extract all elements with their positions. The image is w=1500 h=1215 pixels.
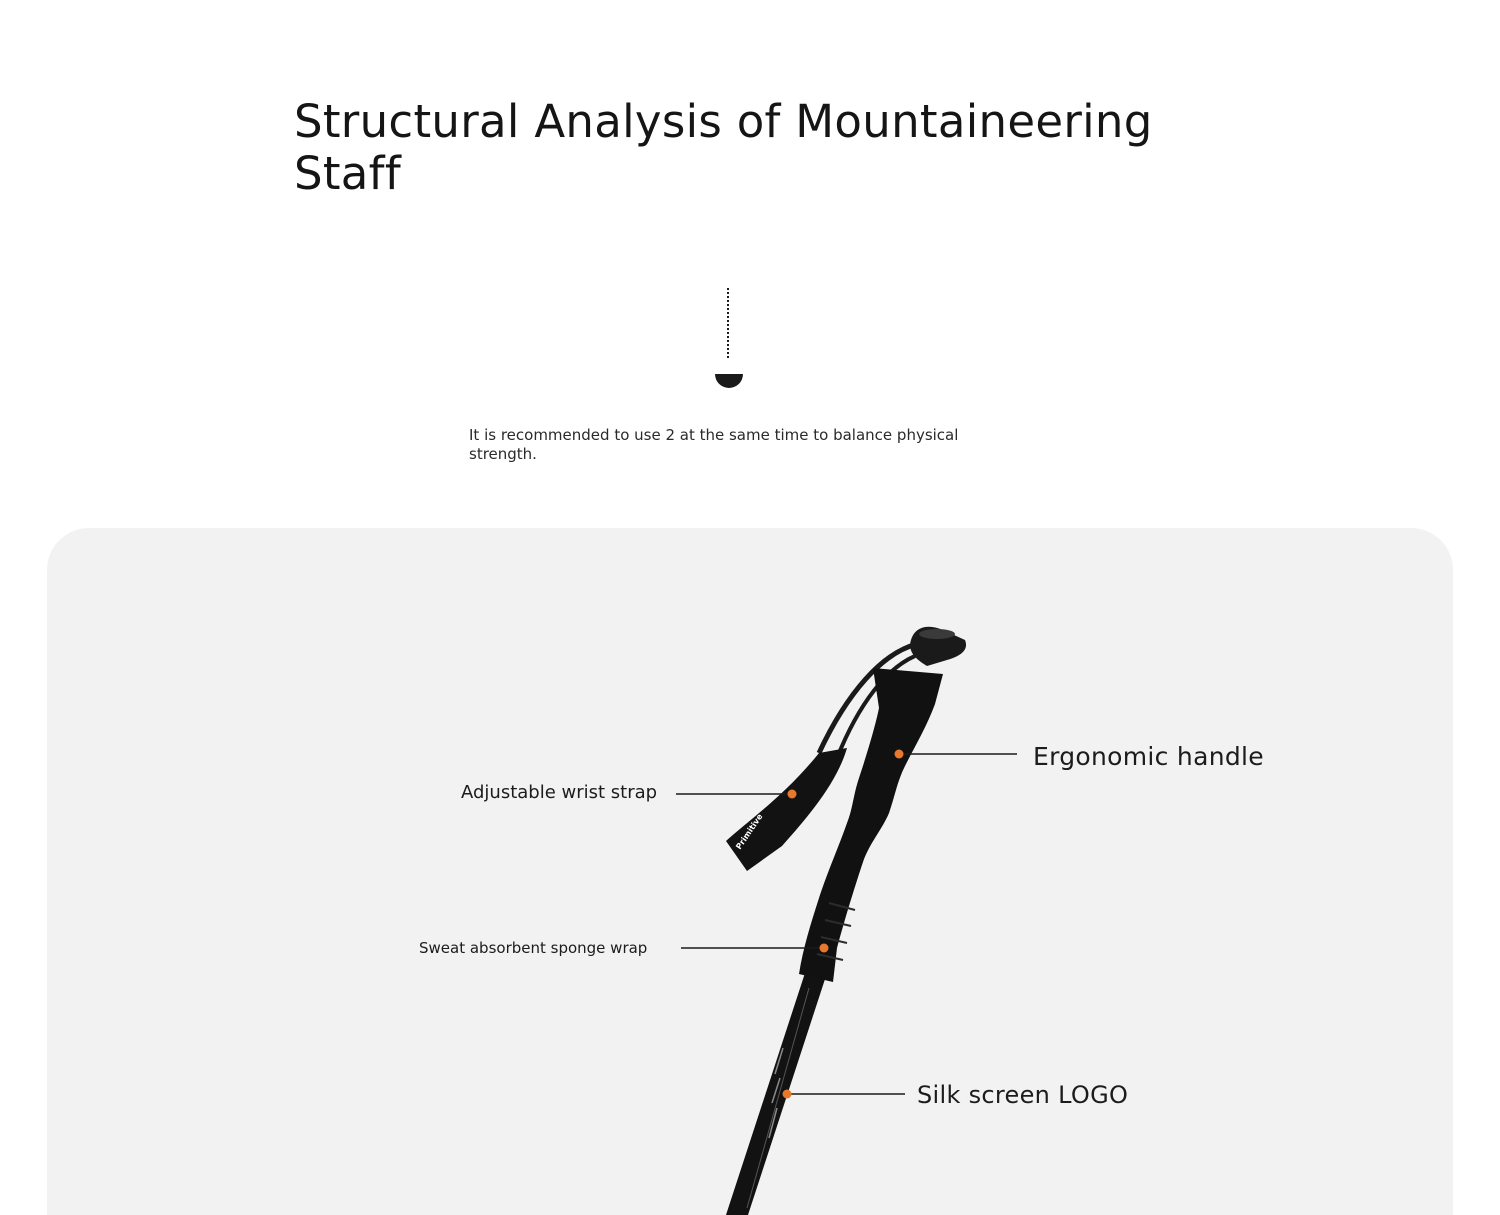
half-circle-icon	[715, 374, 743, 388]
logo-label: Silk screen LOGO	[917, 1081, 1129, 1109]
wrist-strap-band	[726, 748, 847, 871]
handle-marker-dot	[895, 750, 904, 759]
pole-highlight	[747, 988, 809, 1208]
handle-label: Ergonomic handle	[1033, 742, 1264, 771]
product-panel	[47, 528, 1453, 1215]
logo-marker-dot	[783, 1090, 792, 1099]
strap-marker-dot	[788, 790, 797, 799]
sponge-marker-dot	[820, 944, 829, 953]
sponge-label: Sweat absorbent sponge wrap	[419, 939, 648, 957]
grip-body	[799, 668, 943, 982]
cap-highlight	[919, 629, 955, 639]
trekking-pole-illustration	[47, 528, 1453, 1215]
strap-print: Primitive	[734, 812, 765, 852]
recommendation-text: It is recommended to use 2 at the same time to balance physical strength.	[469, 426, 959, 463]
dotted-divider	[727, 288, 729, 358]
wrist-strap-label: Adjustable wrist strap	[461, 782, 658, 803]
page-title: Structural Analysis of Mountaineering Staff	[294, 95, 1153, 200]
